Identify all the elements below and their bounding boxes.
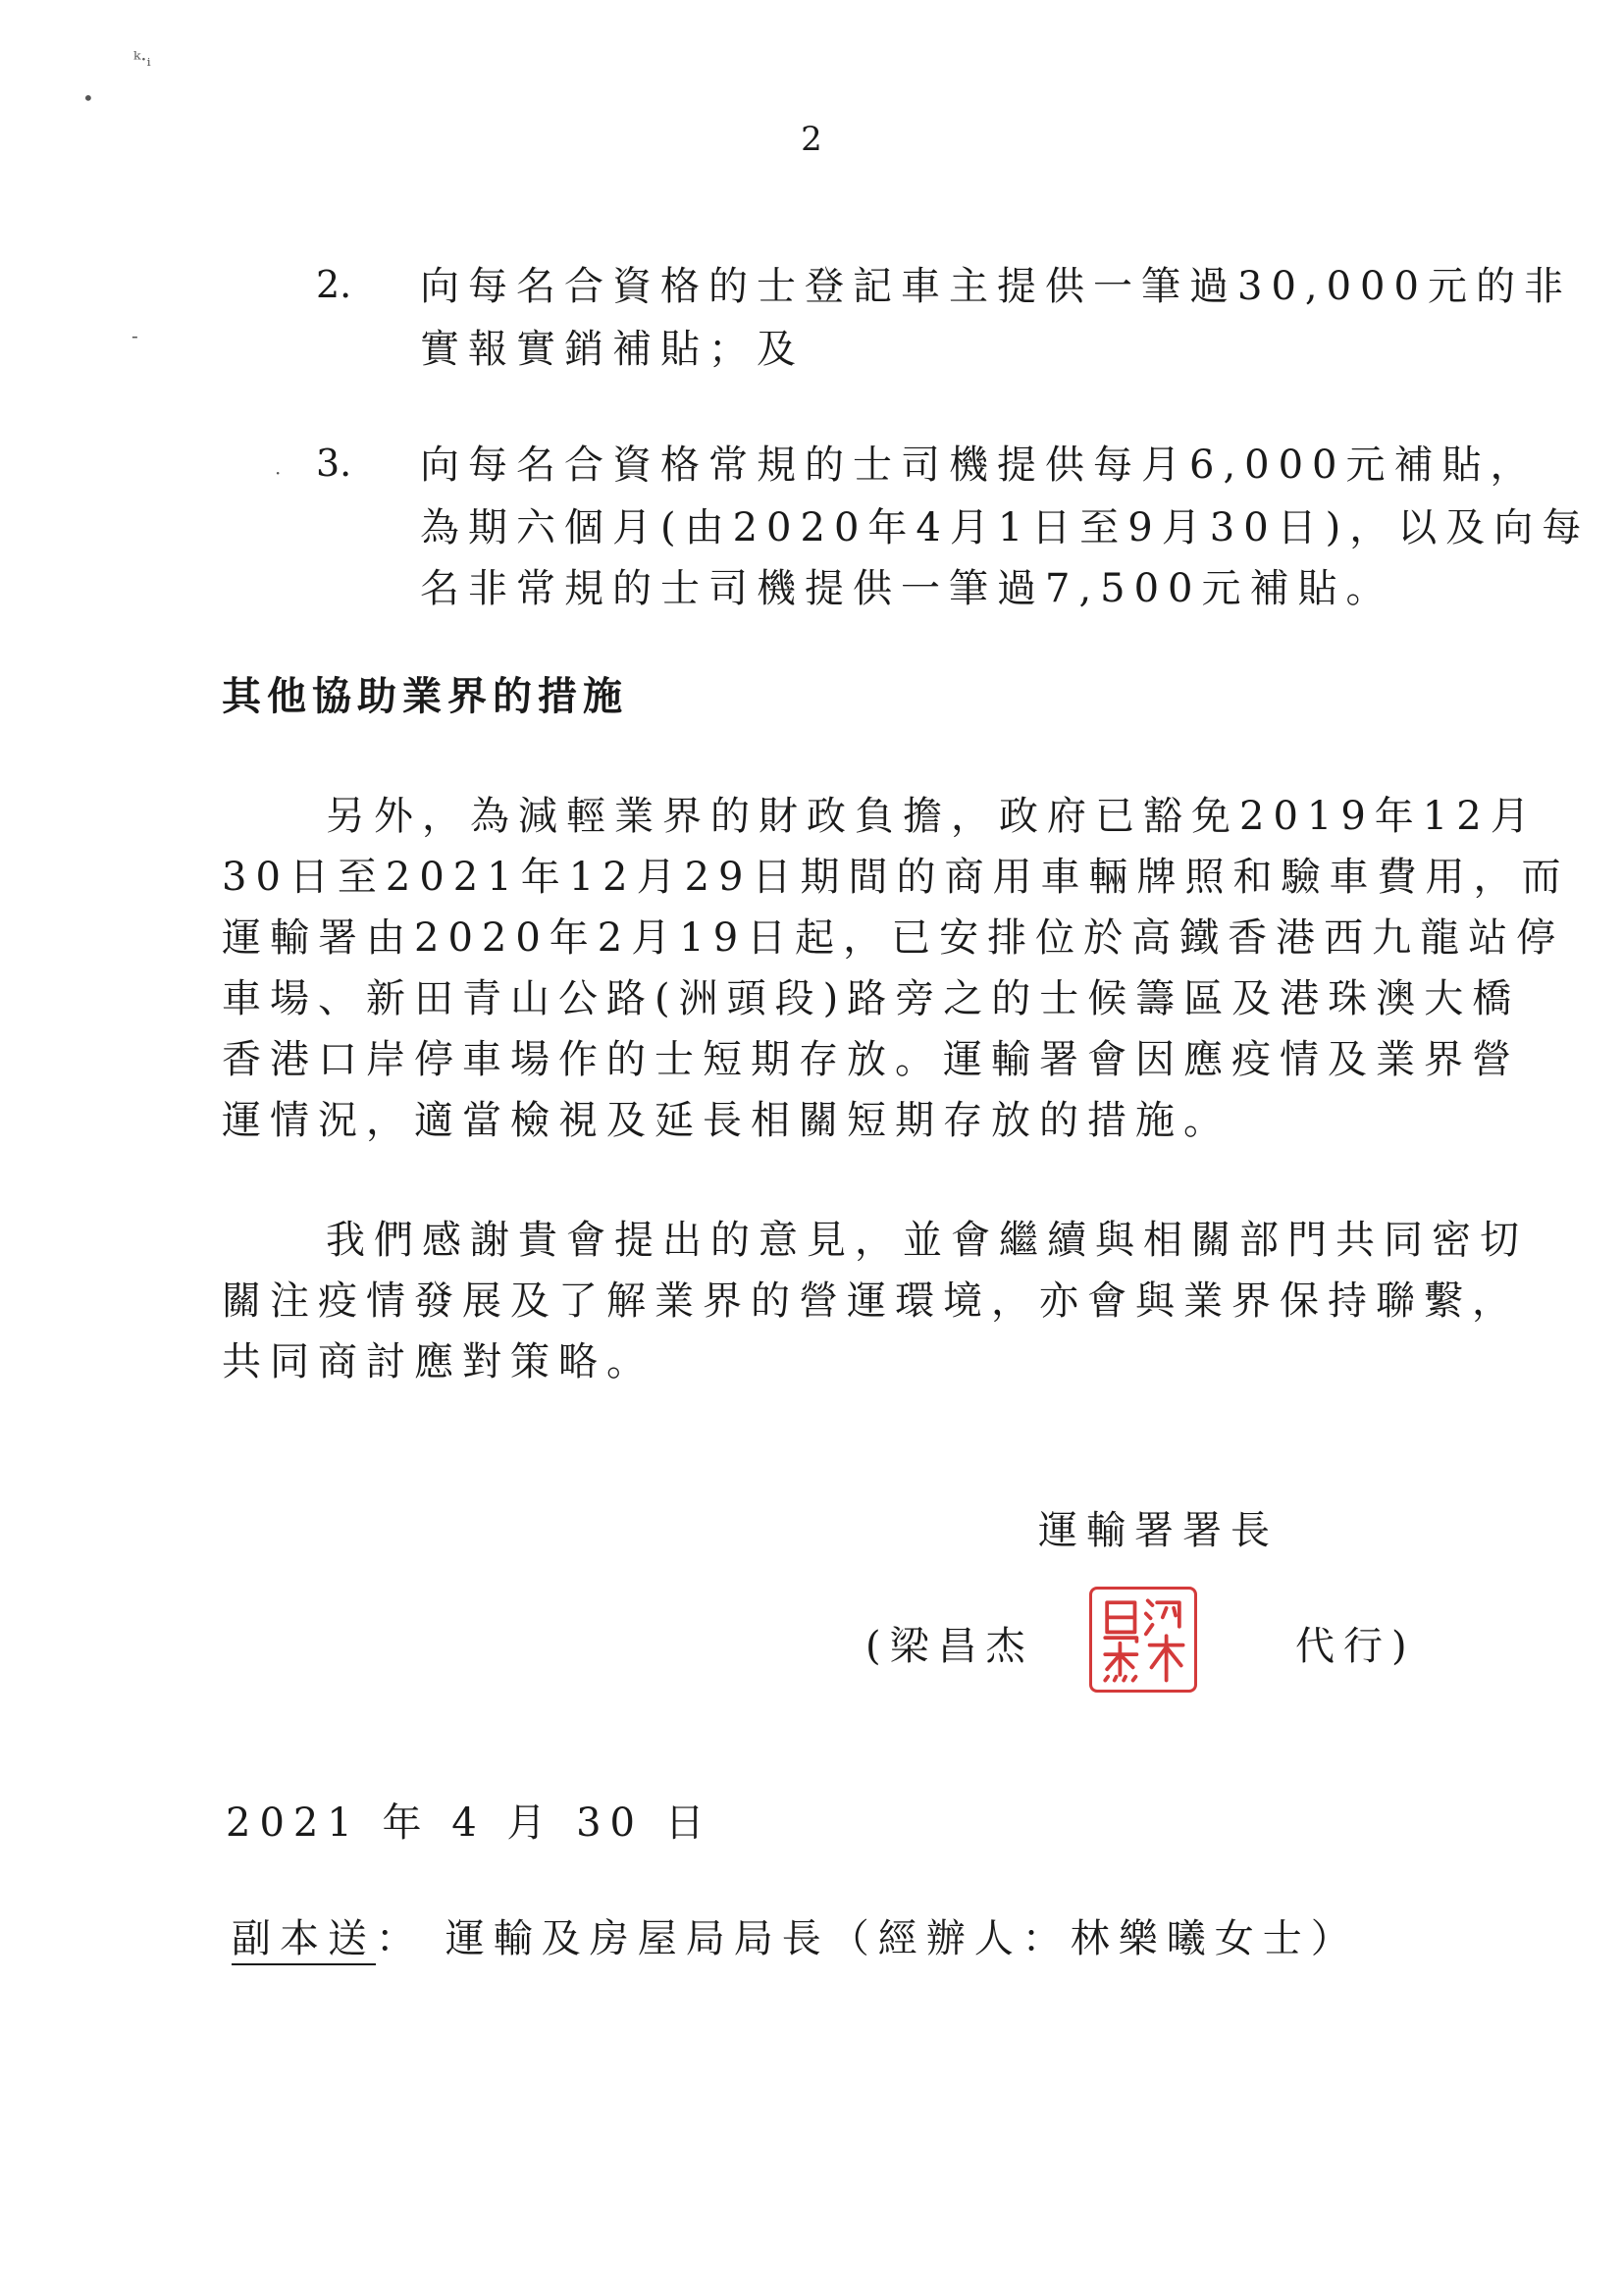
paragraph-line: 關注疫情發展及了解業界的營運環境，亦會與業界保持聯繫， — [222, 1278, 1520, 1324]
section-heading: 其他協助業界的措施 — [222, 673, 628, 719]
scan-mark-speck: · — [275, 461, 282, 485]
scan-mark-top: ᵏ·ᵢ — [133, 47, 151, 71]
list-item-number: 3. — [316, 442, 352, 485]
cc-line — [232, 1907, 1359, 1963]
list-item-line: 向每名合資格常規的士司機提供每月6,000元補貼， — [420, 443, 1539, 488]
list-item-line: 為期六個月(由2020年4月1日至9月30日)，以及向每 — [420, 505, 1591, 550]
signature-seal — [1089, 1587, 1197, 1693]
paragraph-line: 另外，為減輕業界的財政負擔，政府已豁免2019年12月 — [326, 794, 1539, 839]
signatory-name: (梁昌杰 — [865, 1624, 1034, 1669]
cc-recipient: 運輸及房屋局局長（經辦人：林樂曦女士） — [445, 1916, 1359, 1961]
list-item-line: 名非常規的士司機提供一筆過7,500元補貼。 — [420, 566, 1394, 611]
paragraph-line: 30日至2021年12月29日期間的商用車輛牌照和驗車費用，而 — [222, 855, 1570, 900]
paragraph-line: 香港口岸停車場作的士短期存放。運輸署會因應疫情及業界營 — [222, 1037, 1520, 1082]
paragraph-line: 共同商討應對策略。 — [222, 1339, 654, 1384]
signatory-acting: 代行) — [1295, 1624, 1416, 1669]
list-item-line: 向每名合資格的士登記車主提供一筆過30,000元的非 — [420, 264, 1572, 309]
page-number: 2 — [801, 120, 822, 159]
letter-date: 2021 年 4 月 30 日 — [226, 1800, 713, 1846]
list-item-number: 2. — [316, 263, 352, 306]
list-item-line: 實報實銷補貼；及 — [420, 327, 805, 372]
scan-mark-dot: • — [82, 86, 94, 110]
paragraph-line: 我們感謝貴會提出的意見，並會繼續與相關部門共同密切 — [326, 1218, 1528, 1263]
signatory-title: 運輸署署長 — [1038, 1508, 1279, 1553]
paragraph-line: 運情況，適當檢視及延長相關短期存放的措施。 — [222, 1098, 1231, 1143]
paragraph-line: 運輸署由2020年2月19日起，已安排位於高鐵香港西九龍站停 — [222, 915, 1565, 961]
paragraph-line: 車場、新田青山公路(洲頭段)路旁之的士候籌區及港珠澳大橋 — [222, 976, 1521, 1021]
scan-mark-dash: - — [131, 324, 138, 347]
seal-stamp-icon — [1092, 1590, 1194, 1690]
cc-separator: ： — [376, 1916, 424, 1961]
cc-label: 副本送 — [232, 1916, 376, 1965]
